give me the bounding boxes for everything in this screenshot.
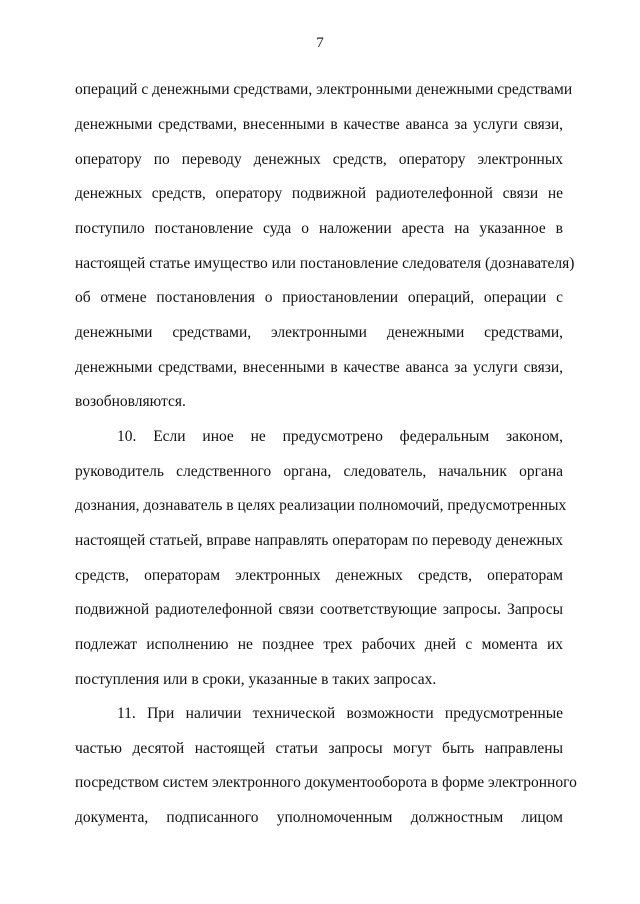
text-line: подлежат исполнению не позднее трех рабочих дней с момента их	[75, 636, 563, 653]
text-line: денежных средств, оператору подвижной радиотелефонной связи не	[75, 185, 563, 202]
text-line: оператору по переводу денежных средств, оператору электронных	[75, 151, 563, 168]
text-line: посредством систем электронного документооборота в форме электронного	[75, 774, 577, 791]
text-line: документа, подписанного уполномоченным должностным лицом	[75, 809, 563, 826]
text-line: денежными средствами, электронными денежными средствами,	[75, 324, 563, 341]
text-line: средств, операторам электронных денежных средств, операторам	[75, 567, 563, 584]
text-line: поступило постановление суда о наложении ареста на указанное в	[75, 220, 563, 237]
text-line: денежными средствами, внесенными в качестве аванса за услуги связи,	[75, 116, 563, 133]
text-line: возобновляются.	[75, 393, 186, 410]
text-line: настоящей статьей, вправе направлять операторам по переводу денежных	[75, 532, 563, 549]
page-number: 7	[316, 35, 324, 51]
text-line: дознания, дознаватель в целях реализации полномочий, предусмотренных	[75, 497, 567, 514]
text-line: частью десятой настоящей статьи запросы могут быть направлены	[75, 740, 563, 757]
text-line: денежными средствами, внесенными в качестве аванса за услуги связи,	[75, 359, 563, 376]
text-line: поступления или в сроки, указанные в таких запросах.	[75, 671, 437, 688]
paragraph-11-start: 11. При наличии технической возможности предусмотренные	[117, 705, 563, 722]
text-line: подвижной радиотелефонной связи соответствующие запросы. Запросы	[75, 601, 563, 618]
text-line: об отмене постановления о приостановлении операций, операции с	[75, 289, 563, 306]
text-line: руководитель следственного органа, следователь, начальник органа	[75, 463, 563, 480]
text-line: настоящей статье имущество или постановление следователя (дознавателя)	[75, 255, 575, 272]
text-line: операций с денежными средствами, электронными денежными средствами	[75, 81, 573, 98]
paragraph-10-start: 10. Если иное не предусмотрено федеральным законом,	[117, 428, 563, 445]
